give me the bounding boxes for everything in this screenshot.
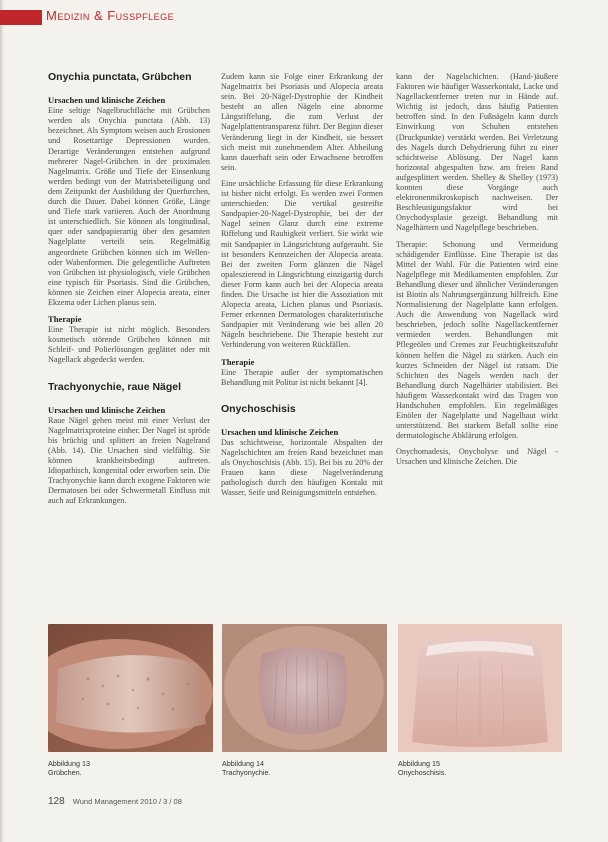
page-number: 128 bbox=[48, 796, 65, 807]
figure-pitted-nail bbox=[48, 624, 213, 752]
section-marker bbox=[0, 10, 42, 25]
paragraph: Therapie: Schonung und Vermeidung schädigender Einflüsse. Eine Therapie ist das Mittel der Wahl. Für die Patienten wird eine Nagelpflege mit Medikamenten empfohlen. Zur Behandlung dieser und ähnlicher Veränderungen ist Biotin als Nahrungsergänzung hilfreich. Eine Normalisierung der Nagelplatte kann erfolgen. Auch die Anwendung von Nagellack wird beschrieben, jedoch sollte Nagellackentferner vermieden werden. Behandlungen mit Pflegeölen und Cremes zur Feuchtigkeitszufuhr können helfen die Nägel zu stärken. Auch ein kurzes Schneiden der Nägel ist ratsam. Die Schichten des Nagels werden nach der Behandlung durch Nagelhärter stabilisiert. Bei häufigem Wasserkontakt wird das Tragen von Handschuhen empfohlen. Ein regelmäßiges Einölen der Nagelplatte und Nagelhaut wirkt unterstützend. Bei starkem Befall sollte eine dermatologische Abklärung erfolgen. bbox=[396, 239, 558, 441]
journal-citation: Wund Management 2010 / 3 / 08 bbox=[72, 797, 182, 806]
paragraph: Zudem kann sie Folge einer Erkrankung der Nagelmatrix bei Psoriasis und Alopecia areata sein. Bei 20-Nägel-Dystrophie der Kindheit besteht an allen Nägeln eine abnorme Längsriffelung, die zum Verlust der Nagelplattentransparenz führt. Der Beginn dieser Veränderung liegt in der Kindheit, sie bessert sich meist mit zunehmendem Alter. Abheilung kann dauerhaft sein oder Erwachsene betroffen sein. bbox=[221, 72, 383, 172]
subheading-causes: Ursachen und klinische Zeichen bbox=[221, 426, 339, 437]
nail-photo-13 bbox=[48, 624, 213, 752]
subheading-causes: Ursachen und klinische Zeichen bbox=[48, 95, 166, 106]
paragraph: Eine seltige Nagelbruchfläche mit Grübchen werden als Onychia punctata (Abb. 13) bezeichnet. Als Symptom weisen auch Erosionen und Rosettartige Depressionen wurden. Derartige Veränderungen entstehen aufgrund mehrerer Nagel-Grübchen in der proximalen Nagelmatrix. Größe und Tiefe der Einsenkung werden bedingt von der Matrixbeteiligung und dem Zeitpunkt der Ausbildung der Querfurchen, durch die Dauer. Dabei können Größe, Länge und Tiefe stark variieren. Auch der Anordnung ist unterschiedlich. Sie können als longitudinal, quer oder sandpapierartig über den gesamten Nagelplatte verteilt sein. Regelmäßig angeordnete Grübchen können sich im Wellen- oder Wabenformen. Die gelegentliche Auftreten von Grübchen ist physiologisch, viele Grübchen eine typisch für Psoriasis. Sind die Grübchen, können sie Zeichen einer Alopecia areata, einer Ekzema oder Lichen planus sein. bbox=[48, 106, 210, 307]
figure-caption: Abbildung 14 Trachyonychie. bbox=[222, 759, 271, 777]
paragraph: Eine Therapie ist nicht möglich. Besonders kosmetisch störende Grübchen können mit Schleif- und Polierlösungen geglättet oder mit Nagellack abgedeckt werden. bbox=[48, 325, 210, 365]
figure-caption: Abbildung 15 Onychoschisis. bbox=[398, 759, 447, 777]
heading-trachyonychie: Trachyonychie, raue Nägel bbox=[48, 380, 182, 393]
subheading-causes: Ursachen und klinische Zeichen bbox=[48, 404, 166, 415]
paragraph: Onychomadesis, Onycholyse und Nägel - Ursachen und klinische Zeichen. Die bbox=[396, 447, 558, 467]
column-1 bbox=[48, 72, 210, 513]
paragraph: Eine Therapie außer der symptomatischen Behandlung mit Politur ist nicht bekannt [4]. bbox=[221, 367, 383, 387]
column-3 bbox=[396, 72, 558, 474]
figure-caption: Abbildung 13 Grübchen. bbox=[48, 759, 90, 777]
subheading-therapy: Therapie bbox=[48, 314, 82, 325]
paragraph: Das schichtweise, horizontale Abspalten der Nagelschichten am freien Rand bezeichnet man als Onychoschisis (Abb. 15). Bei bis zu 20% der Frauen kann diese Nagelveränderung pathologisch durch den häufigen Kontakt mit Wasser, Seife und Reinigungsmitteln entstehen. bbox=[221, 438, 383, 498]
paragraph: Eine ursächliche Erfassung für diese Erkrankung ist bisher nicht erfolgt. Es werden zwei Formen unterschieden: Die vertikal gestreifte Sandpapier-20-Nagel-Dystrophie, bei der der Nagel seinen Glanz durch eine extreme Riffelung und Rauhigkeit verliert. Sie wirkt wie mit Sandpapier in Längsrichtung aufgerauht. Sie ist besonders Kennzeichen der Alopecia areata. Bei der zweiten Form glänzen die Nägel opaleszierend in Längsrichtung einzigartig durch dieser Form kann auch bei der Alopecia areata finden. Die Ursache ist hier die Assoziation mit Alopecia areata, Lichen planus und Psoriasis. Ferner erkennen Dermatologen charakteristische Sandpapier mit Veränderung wie bei allen 20 Nägeln beschriebene. Die Therapie besteht zur Verhinderung von weiteren Rückfällen. bbox=[221, 178, 383, 350]
section-title: Medizin & Fusspflege bbox=[46, 8, 175, 23]
heading-onychoschisis: Onychoschisis bbox=[221, 402, 296, 415]
page-footer bbox=[48, 796, 182, 807]
paragraph: kann der Nagelschichten. (Hand-)äußere Faktoren wie häufiger Wasserkontakt, Lacke und Nagellackentferner treten nur in Hände auf. Wichtig ist jedoch, dass häufig Patienten betroffen sind. In den Fußnägeln kann durch Einwirkung von Schuhen entstehen (Druckpunkte) verstärkt werden. Bei Verletzung des Nagels durch Dehydrierung führt zu einer schichtweise Ablösung. Der Nagel kann horizontal abgespalten bzw. am freien Rand aufgesplittert werden. Shelley & Shelley (1973) konnten diese Vorgänge auch elektronenmikroskopisch nachweisen. Der Beschleunigungsfaktor wird bei Onychodysplasie gezeigt. Behandlung mit Nagelhärtern und Nagelpflege beschrieben. bbox=[396, 72, 558, 233]
page-edge bbox=[0, 0, 4, 842]
paragraph: Raue Nägel gehen meist mit einer Verlust der Nagelmatrixproteine einher. Der Nagel ist spröde bis brüchig und splittert an freien Nagelrand (Abb. 14). Die Ursachen sind vielfältig. Sie können krankheitsbedingt auftreten. Idiopathisch, kongenital oder erworben sein. Die Trachyonychie kann durch exogene Faktoren wie Dermatosen bei oder Schwermetall Einfluss mit auch auf Erkrankungen. bbox=[48, 415, 210, 506]
subheading-therapy: Therapie bbox=[221, 356, 255, 367]
figure-split-nail bbox=[398, 624, 562, 752]
heading-onychia-punctata: Onychia punctata, Grübchen bbox=[48, 71, 192, 83]
nail-photo-15 bbox=[398, 624, 562, 752]
figure-rough-nail bbox=[222, 624, 387, 752]
column-2 bbox=[221, 72, 383, 505]
nail-photo-14 bbox=[222, 624, 387, 752]
